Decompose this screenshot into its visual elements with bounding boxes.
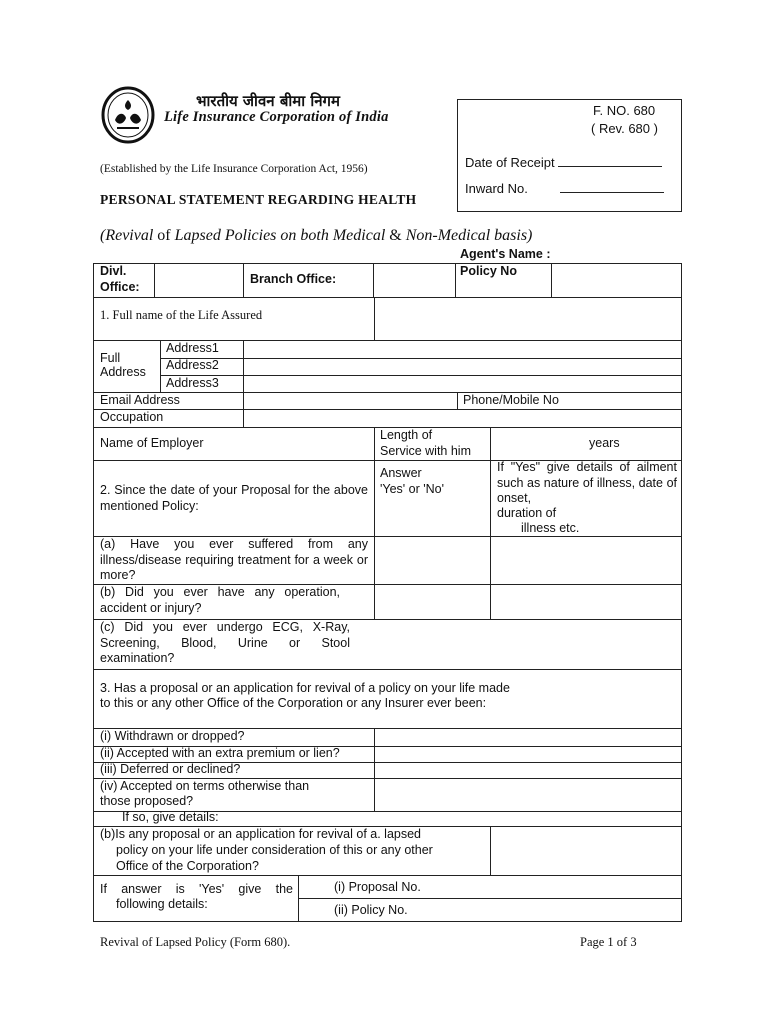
question-3-iv-answer[interactable] [375, 779, 681, 811]
question-2c-answer[interactable] [375, 620, 490, 669]
address1-field[interactable] [244, 341, 681, 358]
full-address-label: Full [100, 351, 121, 365]
if-so-details: If so, give details: [122, 810, 219, 824]
agent-name-label: Agent's Name : [460, 247, 551, 261]
grid-line [93, 263, 94, 922]
grid-line [298, 875, 299, 922]
policy-no-field[interactable] [552, 264, 681, 297]
question-2c-details[interactable] [491, 620, 681, 669]
hindi-org-name: भारतीय जीवन बीमा निगम [196, 92, 340, 110]
question-3-iii: (iii) Deferred or declined? [100, 762, 241, 776]
if-answer-yes: If answer is 'Yes' give the [100, 882, 293, 896]
policy-no-ii-label: (ii) Policy No. [334, 903, 408, 917]
proposal-no-label: (i) Proposal No. [334, 880, 421, 894]
grid-line [298, 898, 682, 899]
subtitle-part5: Non-Medical basis) [405, 227, 533, 244]
full-name-label: 1. Full name of the Life Assured [100, 308, 263, 322]
question-2c: (c) Did you ever undergo ECG, X-Ray, Screening, Blood, Urine or Stool examination? [100, 620, 350, 665]
years-label: years [589, 436, 620, 450]
details-illness: illness etc. [521, 521, 580, 535]
established-note: (Established by the Life Insurance Corporation Act, 1956) [100, 163, 368, 175]
question-3-iv: (iv) Accepted on terms otherwise than [100, 779, 310, 793]
divl-office-label-2: Office: [100, 280, 140, 294]
receipt-box [457, 99, 682, 212]
grid-line [455, 263, 456, 298]
grid-line [93, 669, 682, 670]
form-subtitle [100, 227, 532, 245]
address2-label: Address2 [166, 358, 219, 372]
subtitle-part1: (Revival [100, 227, 154, 244]
date-of-receipt-label: Date of Receipt [465, 155, 555, 170]
question-2a-answer[interactable] [375, 537, 490, 584]
question-3b: (b)Is any proposal or an application for revival of a. lapsed [100, 827, 422, 841]
employer-field[interactable] [244, 428, 374, 460]
question-2: 2. Since the date of your Proposal for the above mentioned Policy: [100, 483, 368, 513]
branch-office-label: Branch Office: [250, 272, 337, 286]
details-if-yes: If "Yes" give details of ailment such as nature of illness, date of onset, [497, 460, 677, 505]
org-name: Life Insurance Corporation of India [164, 109, 389, 125]
inward-no [465, 181, 664, 196]
grid-line [457, 392, 458, 410]
grid-line [681, 263, 682, 922]
occupation-label: Occupation [100, 410, 164, 424]
lic-logo-icon [100, 86, 156, 144]
address3-field[interactable] [244, 376, 681, 392]
answer-label-2: 'Yes' or 'No' [380, 482, 444, 496]
grid-line [93, 921, 682, 922]
question-3b-line3: Office of the Corporation? [116, 859, 259, 873]
divl-office-field[interactable] [155, 264, 243, 297]
grid-line [160, 340, 161, 393]
address2-field[interactable] [244, 359, 681, 375]
revision-number: ( Rev. 680 ) [591, 121, 658, 136]
date-of-receipt [465, 155, 662, 170]
page-number: Page 1 of 3 [580, 935, 637, 949]
form-title: PERSONAL STATEMENT REGARDING HEALTH [100, 192, 417, 207]
question-3b-answer[interactable] [491, 827, 681, 875]
grid-line [243, 263, 244, 298]
address1-label: Address1 [166, 341, 219, 355]
subtitle-part3: Lapsed Policies on both Medical [174, 227, 386, 244]
policy-no-label: Policy No [460, 264, 517, 278]
question-2b-answer[interactable] [375, 585, 490, 619]
question-2a-details[interactable] [491, 537, 681, 584]
subtitle-part2: of [153, 227, 175, 244]
health-statement-table [93, 263, 682, 922]
inward-no-label: Inward No. [465, 181, 528, 196]
address3-label: Address3 [166, 376, 219, 390]
divl-office-label: Divl. [100, 264, 127, 278]
date-of-receipt-field[interactable] [558, 156, 662, 167]
full-address-label-2: Address [100, 365, 146, 379]
question-2a: (a) Have you ever suffered from any illness/disease requiring treatment for a week or more? [100, 537, 368, 582]
details-duration: duration of [497, 506, 557, 520]
footer-form-name: Revival of Lapsed Policy (Form 680). [100, 935, 291, 949]
employer-label: Name of Employer [100, 436, 204, 450]
email-label: Email Address [100, 393, 180, 407]
length-service-label-2: Service with him [380, 444, 471, 458]
question-3-ii-answer[interactable] [375, 747, 681, 762]
if-answer-yes-line2: following details: [116, 897, 208, 911]
question-3-line2: to this or any other Office of the Corporation or any Insurer ever been: [100, 696, 487, 710]
question-3-i-answer[interactable] [375, 729, 681, 746]
form-number: F. NO. 680 [593, 103, 656, 118]
grid-line [93, 875, 682, 876]
full-name-field[interactable] [375, 298, 681, 340]
branch-office-field[interactable] [374, 264, 455, 297]
length-service-label: Length of [380, 428, 433, 442]
question-3b-line2: policy on your life under consideration of this or any other [116, 843, 433, 857]
inward-no-field[interactable] [560, 182, 664, 193]
question-2b-details[interactable] [491, 585, 681, 619]
question-3-iii-answer[interactable] [375, 763, 681, 778]
occupation-field[interactable] [244, 410, 681, 427]
question-3-i: (i) Withdrawn or dropped? [100, 729, 245, 743]
answer-label: Answer [380, 466, 422, 480]
email-field[interactable] [244, 393, 457, 409]
question-3-iv-line2: those proposed? [100, 794, 194, 808]
subtitle-part4: & [385, 227, 406, 244]
question-2b: (b) Did you ever have any operation, accident or injury? [100, 585, 340, 615]
phone-label: Phone/Mobile No [463, 393, 559, 407]
question-3-ii: (ii) Accepted with an extra premium or lien? [100, 746, 340, 760]
question-3: 3. Has a proposal or an application for revival of a policy on your life made [100, 681, 510, 695]
